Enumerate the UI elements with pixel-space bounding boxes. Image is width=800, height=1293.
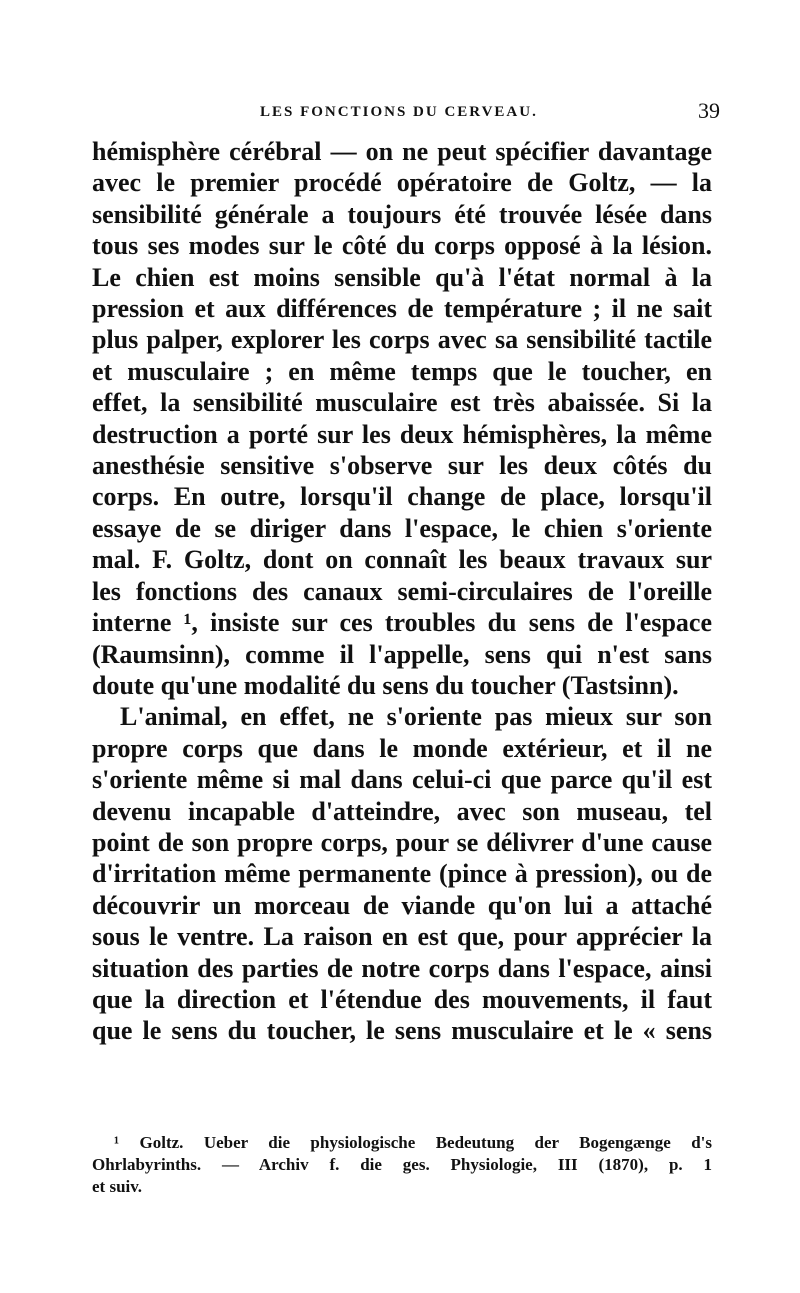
page-number: 39 [698, 98, 720, 123]
text-line: pression et aux différences de température ; il ne sait [92, 294, 712, 324]
text-line: corps. En outre, lorsqu'il change de place, lorsqu'il [92, 482, 712, 512]
text-line: tous ses modes sur le côté du corps opposé à la lésion. [92, 231, 712, 261]
text-line: que la direction et l'étendue des mouvements, il faut [92, 984, 712, 1014]
text-line: sensibilité générale a toujours été trouvée lésée dans [92, 199, 712, 229]
text-line: interne ¹, insiste sur ces troubles du sens de l'espace [92, 608, 712, 638]
text-line: sous le ventre. La raison en est que, pour apprécier la [92, 922, 712, 952]
text-line: s'oriente même si mal dans celui-ci que parce qu'il est [92, 765, 712, 795]
footnote-line: et suiv. [92, 1177, 143, 1196]
running-head: LES FONCTIONS DU CERVEAU. [260, 104, 538, 120]
text-line: destruction a porté sur les deux hémisphères, la même [92, 419, 712, 449]
text-line: avec le premier procédé opératoire de Goltz, — la [92, 168, 712, 198]
text-line: L'animal, en effet, ne s'oriente pas mieux sur son [120, 702, 712, 732]
text-line: d'irritation même permanente (pince à pression), ou de [92, 859, 712, 889]
footnote-line: Ohrlabyrinths. — Archiv f. die ges. Physiologie, III (1870), p. 1 [92, 1155, 712, 1174]
footnote-line: ¹ Goltz. Ueber die physiologische Bedeutung der Bogengænge d's [114, 1133, 712, 1152]
text-line: situation des parties de notre corps dans l'espace, ainsi [92, 953, 712, 983]
text-line: devenu incapable d'atteindre, avec son museau, tel [92, 796, 712, 826]
text-line: hémisphère cérébral — on ne peut spécifier davantage [92, 137, 712, 166]
text-line: que le sens du toucher, le sens musculaire et le « sens [92, 1016, 712, 1046]
text-line: plus palper, explorer les corps avec sa sensibilité tactile [92, 325, 712, 355]
text-line: effet, la sensibilité musculaire est très abaissée. Si la [92, 388, 712, 418]
text-line: anesthésie sensitive s'observe sur les deux côtés du [92, 451, 712, 481]
text-line: mal. F. Goltz, dont on connaît les beaux travaux sur [92, 545, 712, 575]
text-line: propre corps que dans le monde extérieur, et il ne [92, 733, 712, 763]
page-header [92, 98, 720, 128]
text-line: et musculaire ; en même temps que le toucher, en [92, 356, 712, 386]
body-text [92, 136, 712, 1047]
text-line: (Raumsinn), comme il l'appelle, sens qui n'est sans [92, 639, 712, 669]
text-line: doute qu'une modalité du sens du toucher (Tastsinn). [92, 670, 679, 700]
text-line: Le chien est moins sensible qu'à l'état normal à la [92, 262, 712, 292]
text-line: essaye de se diriger dans l'espace, le chien s'oriente [92, 513, 712, 543]
text-line: point de son propre corps, pour se délivrer d'une cause [92, 827, 712, 857]
text-line: les fonctions des canaux semi-circulaires de l'oreille [92, 576, 712, 606]
text-line: découvrir un morceau de viande qu'on lui a attaché [92, 890, 712, 920]
footnote [92, 1132, 712, 1198]
